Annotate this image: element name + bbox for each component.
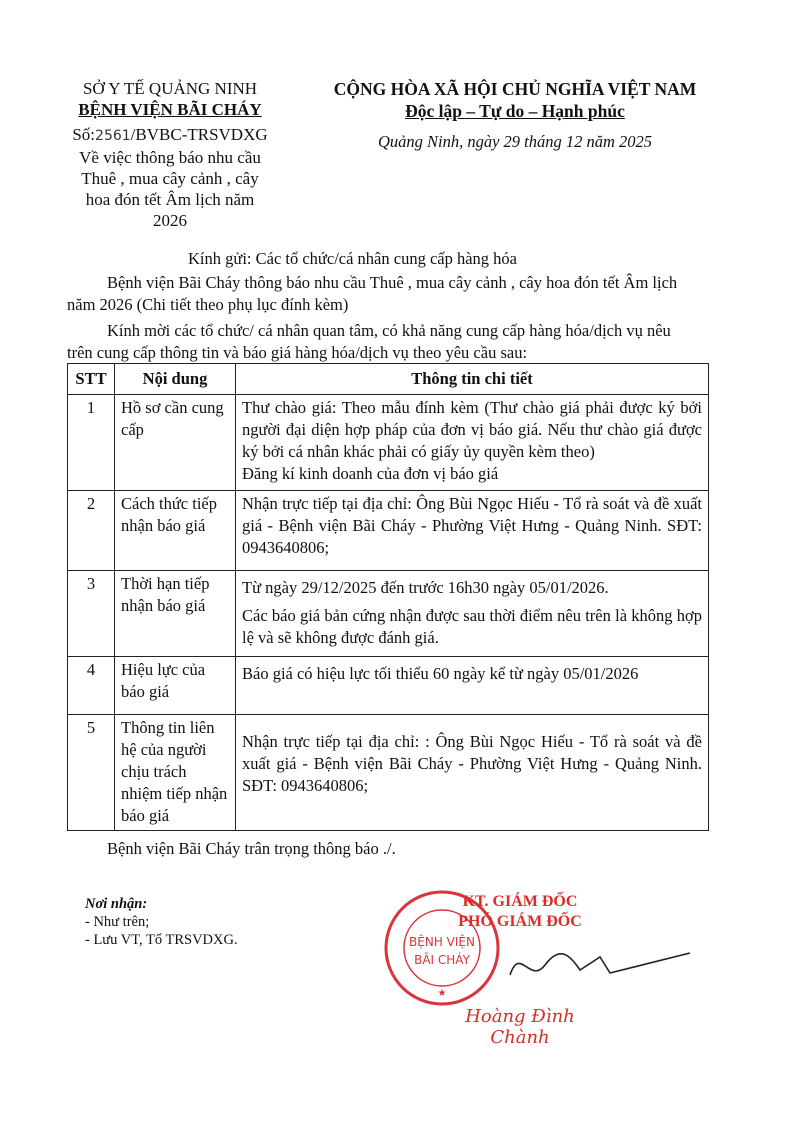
row-stt: 2 — [68, 491, 115, 571]
table-row — [68, 571, 709, 657]
table-row — [68, 395, 709, 491]
requirements-table — [67, 363, 709, 831]
signature-scribble — [500, 935, 700, 995]
subject-line-1: Về việc thông báo nhu cầu — [79, 148, 261, 167]
row-detail: Báo giá có hiệu lực tối thiểu 60 ngày kể từ ngày 05/01/2026 — [236, 657, 709, 715]
row-stt: 5 — [68, 715, 115, 831]
header-stt: STT — [68, 364, 115, 395]
paragraph-1-line-2: năm 2026 (Chi tiết theo phụ lục đính kèm) — [67, 295, 349, 314]
handwritten-number: 2561 — [95, 128, 131, 144]
paragraph-1-line-1: Bệnh viện Bãi Cháy thông báo nhu cầu Thuê , mua cây cảnh , cây hoa đón tết Âm lịch — [107, 273, 678, 292]
table-row — [68, 491, 709, 571]
table-row — [68, 715, 709, 831]
republic-title: CỘNG HÒA XÃ HỘI CHỦ NGHĨA VIỆT NAM — [333, 79, 697, 99]
signer-title — [440, 892, 600, 932]
row-content: Thông tin liên hệ của người chịu trách nhiệm tiếp nhận báo giá — [115, 715, 236, 831]
signer-name: Hoàng Đình Chành — [465, 1006, 575, 1048]
svg-text:★: ★ — [437, 988, 447, 999]
row-content: Thời hạn tiếp nhận báo giá — [115, 571, 236, 657]
recipients-block — [85, 895, 238, 949]
greeting: Kính gửi: Các tổ chức/cá nhân cung cấp hàng hóa — [188, 249, 517, 268]
row-content: Hồ sơ cần cung cấp — [115, 395, 236, 491]
header-content: Nội dung — [115, 364, 236, 395]
national-header — [300, 78, 730, 122]
seal-text-1: BỆNH VIỆN — [409, 935, 475, 949]
row-stt: 3 — [68, 571, 115, 657]
signer-title-line-2: PHÓ GIÁM ĐỐC — [458, 913, 582, 930]
row-detail: Từ ngày 29/12/2025 đến trước 16h30 ngày 05/01/2026. Các báo giá bản cứng nhận được sau thời điểm nêu trên là không hợp lệ và sẽ không được đánh giá. — [236, 571, 709, 657]
issue-date: Quảng Ninh, ngày 29 tháng 12 năm 2025 — [377, 132, 653, 151]
signer-title-line-1: KT. GIÁM ĐỐC — [462, 893, 578, 910]
table-row — [68, 657, 709, 715]
header-detail: Thông tin chi tiết — [236, 364, 709, 395]
row-content: Cách thức tiếp nhận báo giá — [115, 491, 236, 571]
subject-line-3: hoa đón tết Âm lịch năm — [85, 190, 255, 209]
row-stt: 1 — [68, 395, 115, 491]
row-detail: Nhận trực tiếp tại địa chỉ: : Ông Bùi Ngọc Hiếu - Tổ rà soát và đề xuất giá - Bệnh viện Bãi Cháy - Phường Việt Hưng - Quảng Ninh. SĐT: 0943640806; — [236, 715, 709, 831]
subject-line-4: 2026 — [153, 211, 187, 230]
row-stt: 4 — [68, 657, 115, 715]
hospital-name: BỆNH VIỆN BÃI CHÁY — [78, 100, 262, 119]
subject-line-2: Thuê , mua cây cảnh , cây — [81, 169, 259, 188]
reference-number: Số:2561/BVBC-TRSVDXG — [72, 125, 268, 144]
recipient-item: - Như trên; — [85, 914, 150, 930]
row-content: Hiệu lực của báo giá — [115, 657, 236, 715]
closing-line: Bệnh viện Bãi Cháy trân trọng thông báo ./. — [107, 839, 396, 858]
table-header-row — [68, 364, 709, 395]
row-detail: Thư chào giá: Theo mẫu đính kèm (Thư chào giá phải được ký bởi người đại diện hợp pháp của đơn vị báo giá. Nếu thư chào giá được ký bởi cá nhân khác phải có giấy ủy quyền kèm theo) Đăng kí kinh doanh của đơn vị báo giá — [236, 395, 709, 491]
row-detail: Nhận trực tiếp tại địa chỉ: Ông Bùi Ngọc Hiếu - Tổ rà soát và đề xuất giá - Bệnh viện Bãi Cháy - Phường Việt Hưng - Quảng Ninh. SĐT: 0943640806; — [236, 491, 709, 571]
paragraph-2-line-1: Kính mời các tổ chức/ cá nhân quan tâm, có khả năng cung cấp hàng hóa/dịch vụ nêu — [107, 321, 671, 340]
recipients-title: Nơi nhận: — [85, 896, 148, 912]
recipient-item: - Lưu VT, Tổ TRSVDXG. — [85, 932, 238, 948]
paragraph-2-line-2: trên cung cấp thông tin và báo giá hàng hóa/dịch vụ theo yêu cầu sau: — [67, 343, 528, 362]
department-name: SỞ Y TẾ QUẢNG NINH — [82, 79, 258, 98]
national-motto: Độc lập – Tự do – Hạnh phúc — [405, 101, 625, 121]
issuer-block — [55, 78, 285, 231]
seal-text-2: BÃI CHÁY — [414, 953, 470, 967]
